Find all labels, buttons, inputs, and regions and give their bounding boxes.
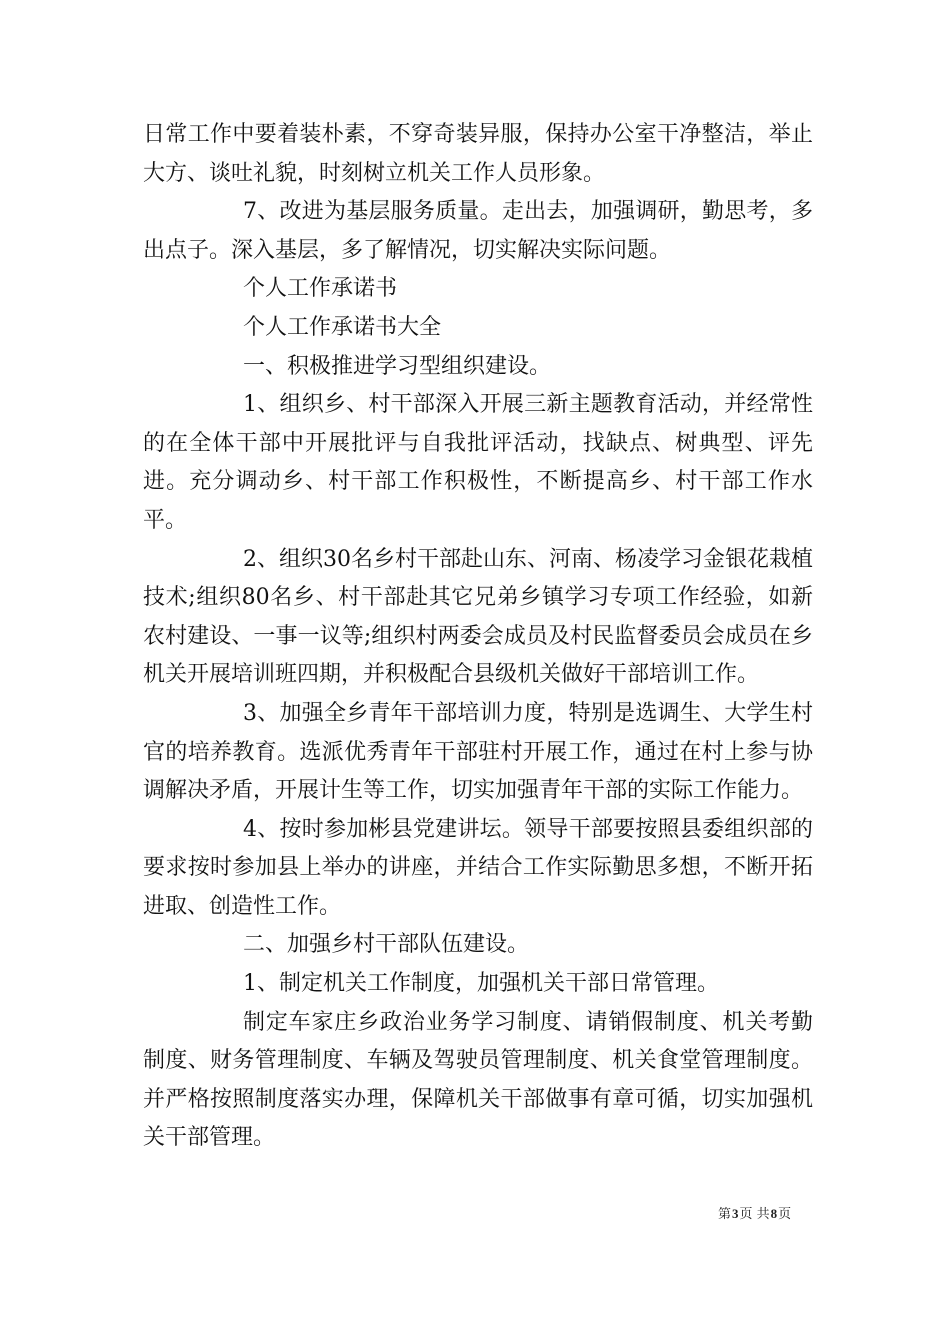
paragraph-2: 7、改进为基层服务质量。走出去，加强调研，勤思考，多出点子。深入基层，多了解情况，切实解决实际问题。 <box>143 199 813 263</box>
current-page-number: 3 <box>732 1206 739 1221</box>
footer-middle: 页 共 <box>739 1207 770 1222</box>
paragraph-10: 二、加强乡村干部队伍建设。 <box>243 932 530 958</box>
paragraph-6: 1、组织乡、村干部深入开展三新主题教育活动，并经常性的在全体干部中开展批评与自我批评活动，找缺点、树典型、评先进。充分调动乡、村干部工作积极性，不断提高乡、村干部工作水平。 <box>143 392 813 533</box>
paragraph-7: 2、组织30名乡村干部赴山东、河南、杨凌学习金银花栽植技术;组织80名乡、村干部赴其它兄弟乡镇学习专项工作经验，如新农村建设、一事一议等;组织村两委会成员及村民监督委员会成员在乡机关开展培训班四期，并积极配合县级机关做好干部培训工作。 <box>143 546 813 688</box>
paragraph-1: 日常工作中要着装朴素，不穿奇装异服，保持办公室干净整洁，举止大方、谈吐礼貌，时刻树立机关工作人员形象。 <box>143 122 813 186</box>
paragraph-5: 一、积极推进学习型组织建设。 <box>243 353 552 379</box>
total-page-number: 8 <box>770 1206 778 1221</box>
paragraph-3: 个人工作承诺书 <box>243 276 398 302</box>
page-number-footer <box>718 1206 791 1223</box>
paragraph-4: 个人工作承诺书大全 <box>243 314 442 340</box>
paragraph-11: 1、制定机关工作制度，加强机关干部日常管理。 <box>243 971 719 997</box>
paragraph-8: 3、加强全乡青年干部培训力度，特别是选调生、大学生村官的培养教育。选派优秀青年干部驻村开展工作，通过在村上参与协调解决矛盾，开展计生等工作，切实加强青年干部的实际工作能力。 <box>143 700 813 804</box>
paragraph-12: 制定车家庄乡政治业务学习制度、请销假制度、机关考勤制度、财务管理制度、车辆及驾驶员管理制度、机关食堂管理制度。并严格按照制度落实办理，保障机关干部做事有章可循，切实加强机关干部管理。 <box>143 1009 813 1151</box>
footer-prefix: 第 <box>718 1207 732 1222</box>
footer-suffix: 页 <box>778 1207 792 1222</box>
document-body <box>143 116 813 1158</box>
paragraph-9: 4、按时参加彬县党建讲坛。领导干部要按照县委组织部的要求按时参加县上举办的讲座，并结合工作实际勤思多想，不断开拓进取、创造性工作。 <box>143 816 813 919</box>
